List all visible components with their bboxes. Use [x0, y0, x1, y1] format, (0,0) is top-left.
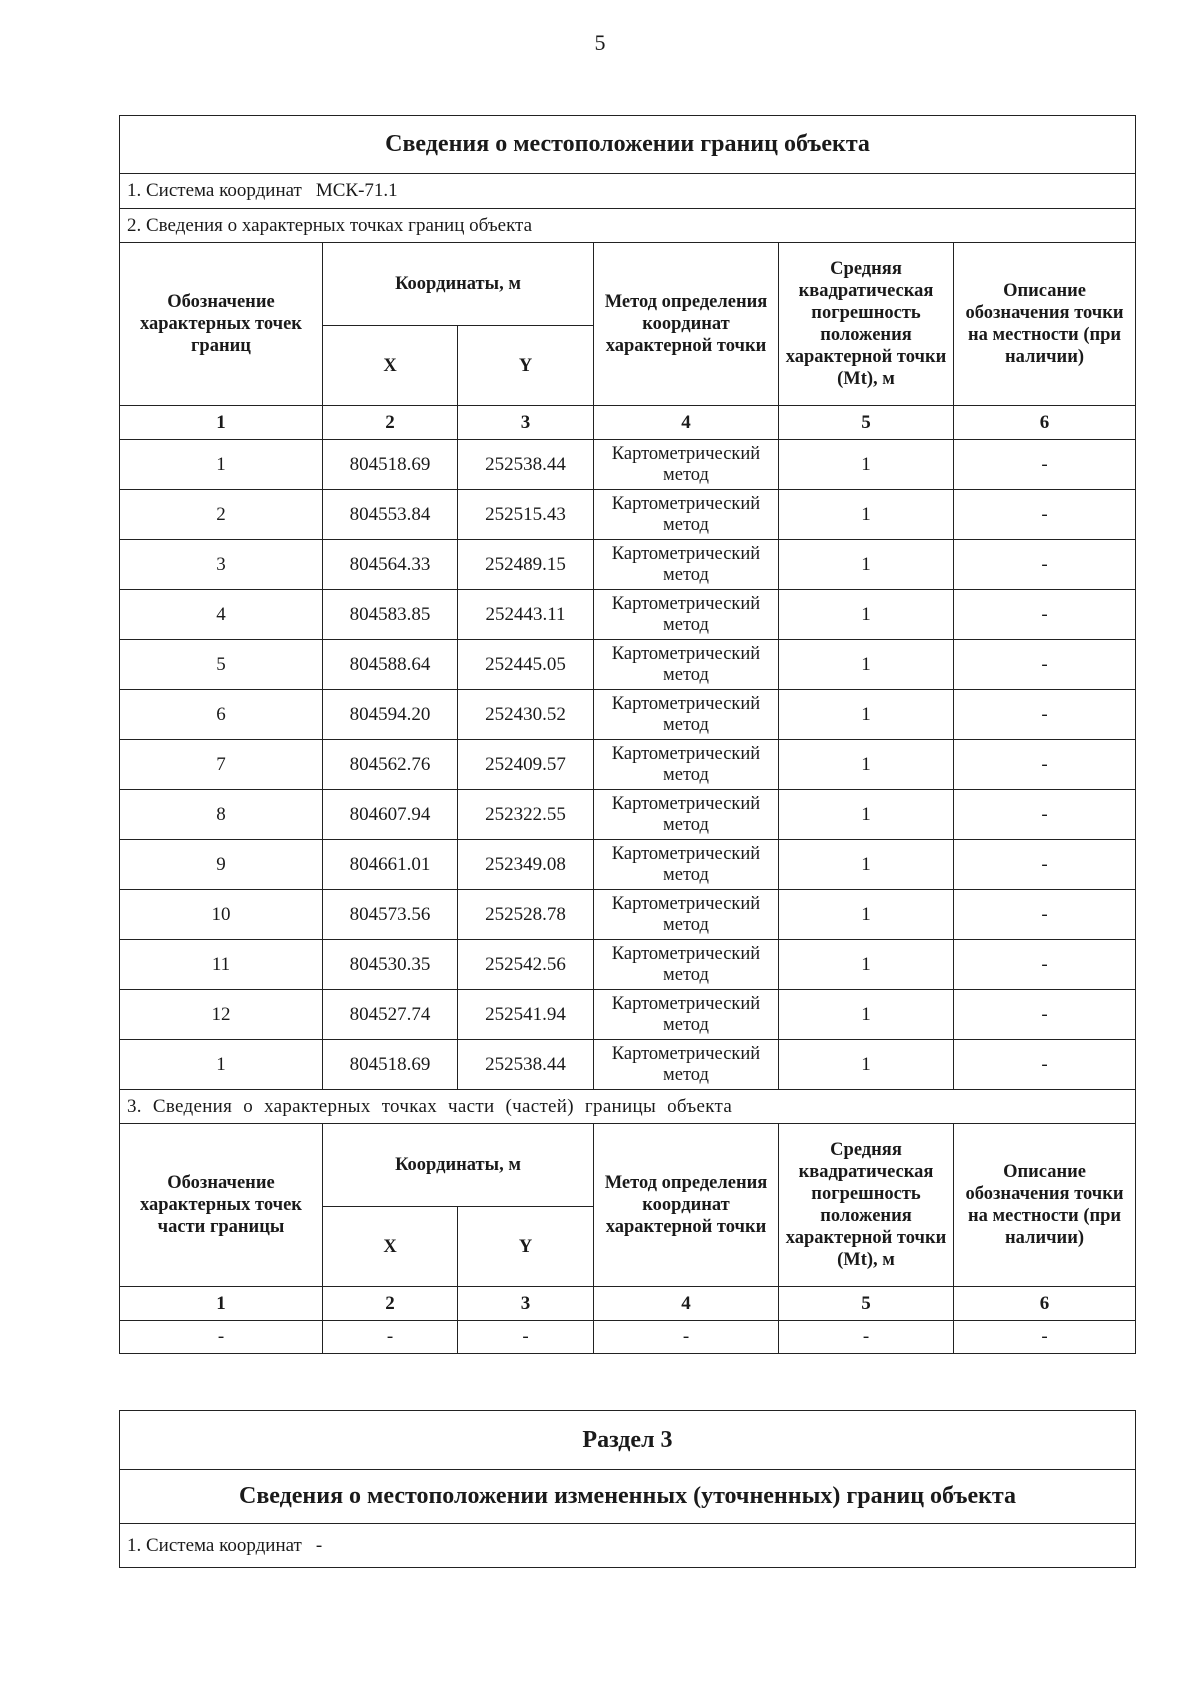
page-number: 5	[594, 30, 606, 55]
cell-x: 804564.33	[323, 540, 458, 590]
cell-point: 11	[120, 940, 323, 990]
cell-error: 1	[779, 490, 954, 540]
cell-error: 1	[779, 740, 954, 790]
table-row	[120, 690, 1136, 740]
header-method: Метод определения координат характерной точки	[594, 243, 779, 406]
header-description: Описание обозначения точки на местности (при наличии)	[954, 243, 1136, 406]
cell-method: Картометрический метод	[594, 990, 779, 1040]
column-number: 2	[323, 406, 458, 440]
cell-x: 804573.56	[323, 890, 458, 940]
coordinate-system-value: -	[315, 1534, 323, 1556]
cell-description: -	[954, 590, 1136, 640]
table-row	[120, 640, 1136, 690]
cell-error: 1	[779, 840, 954, 890]
cell-error: -	[779, 1321, 954, 1354]
parts-header-coordinates: Координаты, м	[323, 1124, 594, 1207]
cell-description: -	[954, 740, 1136, 790]
cell-x: 804661.01	[323, 840, 458, 890]
cell-method: -	[594, 1321, 779, 1354]
cell-method: Картометрический метод	[594, 840, 779, 890]
parts-header-description: Описание обозначения точки на местности (при наличии)	[954, 1124, 1136, 1287]
cell-description: -	[954, 490, 1136, 540]
cell-error: 1	[779, 640, 954, 690]
cell-description: -	[954, 840, 1136, 890]
coordinate-system-label: 1. Система координат	[127, 1534, 302, 1556]
cell-y: 252538.44	[458, 440, 594, 490]
table-row	[120, 840, 1136, 890]
column-numbers-row	[120, 406, 1136, 440]
table-row	[120, 540, 1136, 590]
cell-method: Картометрический метод	[594, 490, 779, 540]
section-3-table	[119, 1410, 1136, 1568]
parts-header-point-designation: Обозначение характерных точек части границы	[120, 1124, 323, 1287]
cell-error: 1	[779, 440, 954, 490]
table-row	[120, 990, 1136, 1040]
cell-x: -	[323, 1321, 458, 1354]
cell-x: 804527.74	[323, 990, 458, 1040]
cell-method: Картометрический метод	[594, 740, 779, 790]
table-row	[120, 1040, 1136, 1090]
cell-point: 4	[120, 590, 323, 640]
header-x: X	[323, 326, 458, 406]
cell-y: 252409.57	[458, 740, 594, 790]
cell-method: Картометрический метод	[594, 940, 779, 990]
cell-y: 252430.52	[458, 690, 594, 740]
column-number: 3	[458, 406, 594, 440]
cell-description: -	[954, 1040, 1136, 1090]
cell-error: 1	[779, 990, 954, 1040]
coordinate-system-label: 1. Система координат	[127, 180, 302, 201]
cell-description: -	[954, 440, 1136, 490]
cell-point: 7	[120, 740, 323, 790]
cell-error: 1	[779, 540, 954, 590]
coordinate-system-value: МСК-71.1	[315, 180, 398, 201]
cell-point: 5	[120, 640, 323, 690]
cell-x: 804594.20	[323, 690, 458, 740]
cell-error: 1	[779, 690, 954, 740]
table-row	[120, 490, 1136, 540]
cell-description: -	[954, 990, 1136, 1040]
cell-description: -	[954, 540, 1136, 590]
table-row	[120, 440, 1136, 490]
cell-x: 804518.69	[323, 440, 458, 490]
table-row	[120, 940, 1136, 990]
header-point-designation: Обозначение характерных точек границ	[120, 243, 323, 406]
header-coordinates: Координаты, м	[323, 243, 594, 326]
cell-description: -	[954, 640, 1136, 690]
table-row	[120, 790, 1136, 840]
cell-point: 9	[120, 840, 323, 890]
table-row	[120, 890, 1136, 940]
parts-column-numbers-row	[120, 1287, 1136, 1321]
column-number: 2	[323, 1287, 458, 1321]
column-number: 5	[779, 406, 954, 440]
cell-description: -	[954, 890, 1136, 940]
cell-method: Картометрический метод	[594, 690, 779, 740]
cell-point: 12	[120, 990, 323, 1040]
header-error: Средняя квадратическая погрешность положения характерной точки (Mt), м	[779, 243, 954, 406]
header-y: Y	[458, 326, 594, 406]
cell-error: 1	[779, 590, 954, 640]
cell-x: 804588.64	[323, 640, 458, 690]
boundary-location-table	[119, 115, 1136, 1354]
cell-point: -	[120, 1321, 323, 1354]
column-number: 1	[120, 1287, 323, 1321]
cell-y: 252515.43	[458, 490, 594, 540]
cell-point: 8	[120, 790, 323, 840]
cell-point: 3	[120, 540, 323, 590]
table-title: Сведения о местоположении границ объекта	[120, 116, 1136, 174]
cell-description: -	[954, 1321, 1136, 1354]
cell-description: -	[954, 690, 1136, 740]
cell-x: 804583.85	[323, 590, 458, 640]
cell-method: Картометрический метод	[594, 790, 779, 840]
cell-y: 252542.56	[458, 940, 594, 990]
cell-point: 2	[120, 490, 323, 540]
parts-table-row	[120, 1321, 1136, 1354]
parts-header-method: Метод определения координат характерной точки	[594, 1124, 779, 1287]
section-3-coordinate-system-row	[120, 1524, 1136, 1568]
cell-point: 1	[120, 1040, 323, 1090]
cell-y: 252445.05	[458, 640, 594, 690]
cell-y: 252541.94	[458, 990, 594, 1040]
cell-method: Картометрический метод	[594, 440, 779, 490]
cell-description: -	[954, 790, 1136, 840]
cell-y: 252322.55	[458, 790, 594, 840]
cell-description: -	[954, 940, 1136, 990]
cell-method: Картометрический метод	[594, 640, 779, 690]
column-number: 5	[779, 1287, 954, 1321]
cell-y: 252528.78	[458, 890, 594, 940]
cell-y: 252489.15	[458, 540, 594, 590]
cell-y: 252443.11	[458, 590, 594, 640]
table-row	[120, 590, 1136, 640]
cell-error: 1	[779, 890, 954, 940]
cell-y: -	[458, 1321, 594, 1354]
points-section-label: 2. Сведения о характерных точках границ объекта	[120, 209, 1136, 243]
cell-x: 804553.84	[323, 490, 458, 540]
cell-error: 1	[779, 1040, 954, 1090]
parts-header-y: Y	[458, 1207, 594, 1287]
cell-error: 1	[779, 940, 954, 990]
cell-y: 252538.44	[458, 1040, 594, 1090]
column-number: 4	[594, 406, 779, 440]
cell-x: 804562.76	[323, 740, 458, 790]
column-number: 4	[594, 1287, 779, 1321]
table-row	[120, 740, 1136, 790]
cell-method: Картометрический метод	[594, 1040, 779, 1090]
cell-method: Картометрический метод	[594, 540, 779, 590]
cell-x: 804518.69	[323, 1040, 458, 1090]
cell-method: Картометрический метод	[594, 890, 779, 940]
column-number: 6	[954, 1287, 1136, 1321]
cell-point: 1	[120, 440, 323, 490]
column-number: 3	[458, 1287, 594, 1321]
cell-point: 10	[120, 890, 323, 940]
section-3-title: Раздел 3	[120, 1411, 1136, 1470]
column-number: 1	[120, 406, 323, 440]
column-number: 6	[954, 406, 1136, 440]
cell-error: 1	[779, 790, 954, 840]
cell-x: 804530.35	[323, 940, 458, 990]
parts-section-label: 3. Сведения о характерных точках части (частей) границы объекта	[120, 1090, 1136, 1124]
coordinate-system-row	[120, 174, 1136, 209]
parts-header-error: Средняя квадратическая погрешность положения характерной точки (Mt), м	[779, 1124, 954, 1287]
parts-header-x: X	[323, 1207, 458, 1287]
cell-y: 252349.08	[458, 840, 594, 890]
cell-point: 6	[120, 690, 323, 740]
cell-method: Картометрический метод	[594, 590, 779, 640]
section-3-subtitle: Сведения о местоположении измененных (уточненных) границ объекта	[120, 1470, 1136, 1524]
cell-x: 804607.94	[323, 790, 458, 840]
